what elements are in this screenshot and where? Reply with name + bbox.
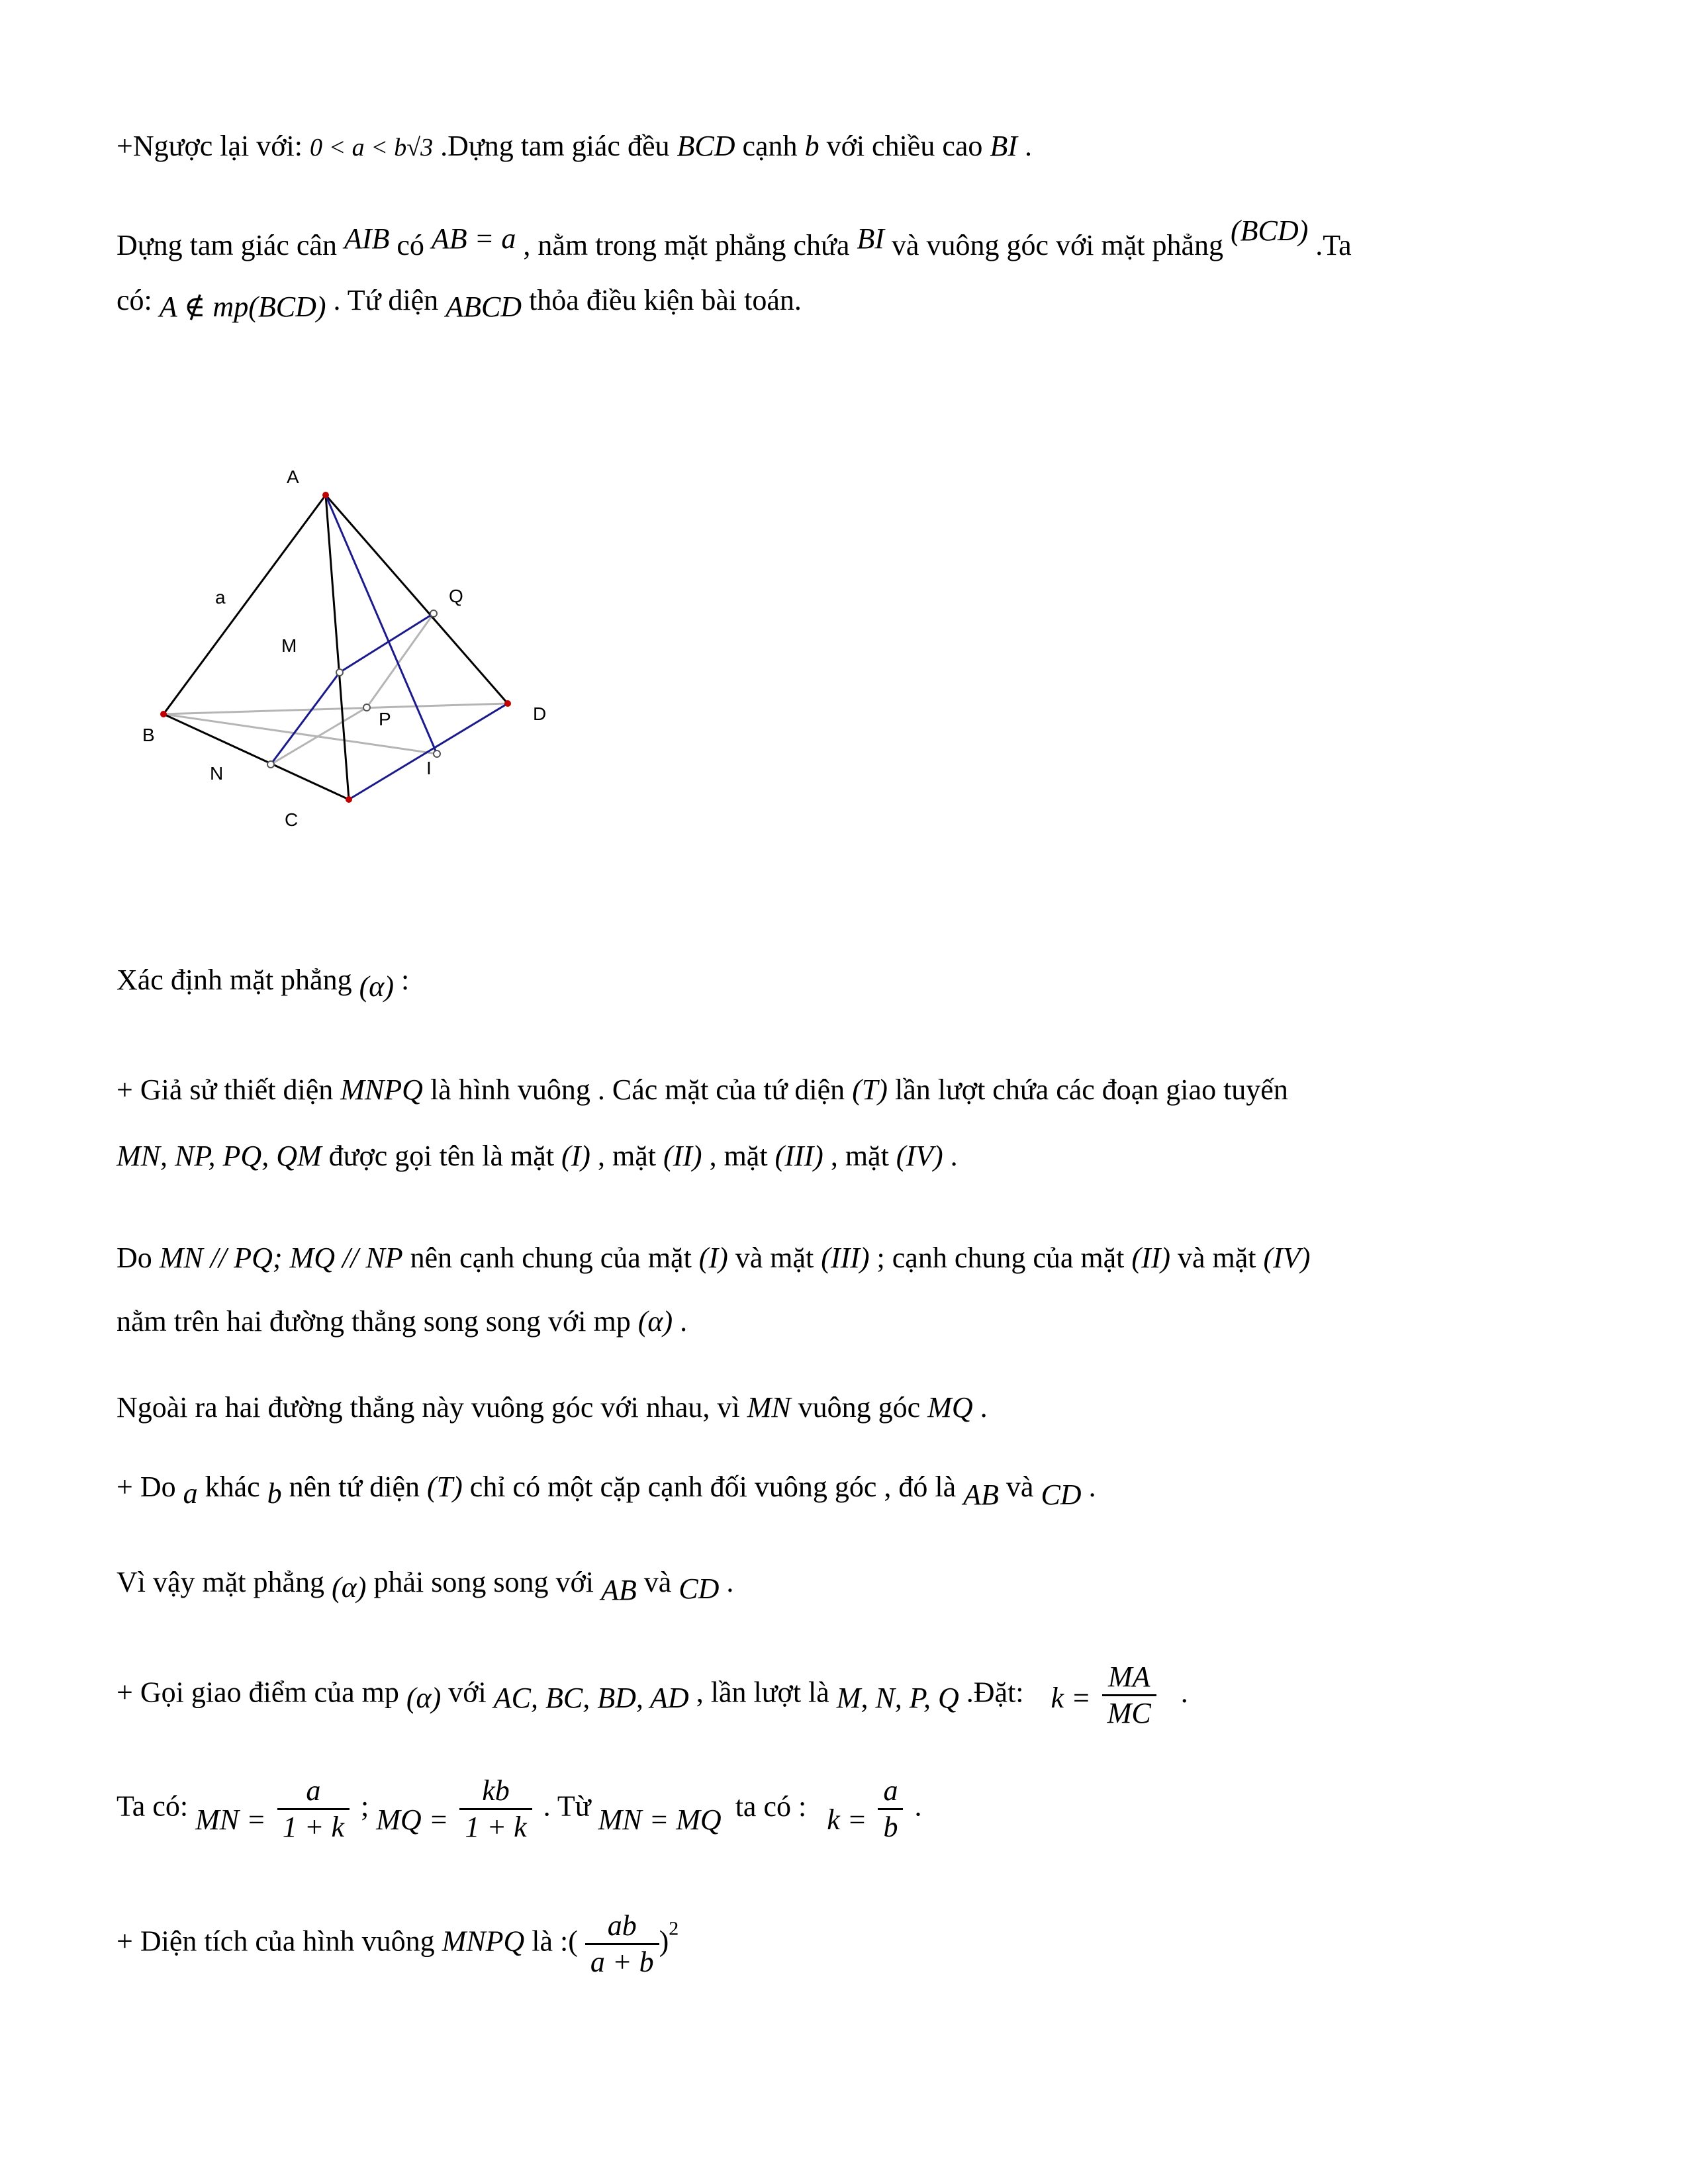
point-m (336, 669, 343, 676)
text: . (914, 1790, 922, 1823)
text: , mặt (709, 1140, 768, 1172)
math-mnpq: MNPQ (442, 1925, 525, 1958)
text: được gọi tên là mặt (328, 1140, 554, 1172)
math-aib: AIB (344, 222, 390, 255)
fraction-numerator: a (878, 1774, 903, 1810)
label-i: I (426, 758, 432, 778)
vertex-b (160, 711, 167, 717)
paragraph-11 (117, 1563, 734, 1606)
math-k-eq: k = (1051, 1681, 1091, 1714)
text: Ta có: (117, 1790, 189, 1823)
text: là :( (532, 1925, 578, 1958)
paragraph-10 (117, 1468, 1096, 1511)
fraction-mn (277, 1774, 350, 1844)
text: có (397, 229, 424, 261)
math-face-iii: (III) (821, 1242, 870, 1274)
text: và mặt (735, 1242, 814, 1274)
math-face-i: (I) (698, 1242, 728, 1274)
fraction-ma-mc (1102, 1660, 1156, 1731)
math-ab-eq-a: AB = a (431, 222, 516, 255)
paragraph-9 (117, 1388, 988, 1427)
math-mn: MN (747, 1391, 791, 1424)
text: + Do (117, 1471, 176, 1503)
math-mq-eq: MQ = (376, 1803, 449, 1836)
text: vuông góc (798, 1391, 921, 1424)
text: nên tứ diện (289, 1471, 420, 1503)
math-b: b (267, 1477, 282, 1510)
exponent: 2 (669, 1917, 679, 1940)
text: .Đặt: (966, 1676, 1024, 1709)
text: . Từ (543, 1790, 591, 1823)
segment-pq (367, 614, 434, 707)
label-p: P (379, 709, 391, 729)
paragraph-14 (117, 1909, 679, 1979)
label-a: A (287, 467, 299, 487)
text: , nằm trong mặt phẳng chứa (523, 229, 850, 261)
math-parallel: MN // PQ; MQ // NP (159, 1242, 403, 1274)
math-face-ii: (II) (1131, 1242, 1171, 1274)
math-face-iv: (IV) (896, 1140, 943, 1172)
segment-mq (340, 614, 434, 672)
text: khác (205, 1471, 260, 1503)
math-a: a (183, 1477, 198, 1510)
vertex-d (504, 700, 511, 707)
text: . Tứ diện (333, 284, 439, 316)
math-edges: AC, BC, BD, AD (493, 1681, 689, 1714)
label-c: C (285, 809, 299, 830)
fraction-a-b (878, 1774, 903, 1844)
paragraph-1 (117, 127, 1032, 167)
math-face-iv: (IV) (1263, 1242, 1311, 1274)
paragraph-4 (117, 961, 410, 1003)
point-n (267, 761, 274, 768)
math-ab: AB (963, 1479, 999, 1511)
text: + Giả sử thiết diện (117, 1073, 334, 1106)
text: . (1088, 1471, 1096, 1503)
text: Ngoài ra hai đường thẳng này vuông góc với nhau, vì (117, 1391, 740, 1424)
text: nằm trên hai đường thẳng song song với mp (117, 1305, 631, 1338)
text: nên cạnh chung của mặt (410, 1242, 692, 1274)
text: và mặt (1178, 1242, 1256, 1274)
math-mq: MQ (927, 1391, 973, 1424)
text: + Diện tích của hình vuông (117, 1925, 435, 1958)
vertex-c (346, 796, 352, 803)
fraction-denominator: a + b (590, 1946, 654, 1978)
math-face-ii: (II) (663, 1140, 702, 1172)
math-points: M, N, P, Q (836, 1681, 959, 1714)
text: . (1180, 1676, 1188, 1709)
fraction-denominator: MC (1107, 1697, 1151, 1729)
text: là hình vuông . Các mặt của tứ diện (430, 1073, 845, 1106)
text: và (643, 1566, 672, 1598)
text: cạnh (742, 130, 798, 162)
text: và (1006, 1471, 1034, 1503)
text: với (448, 1676, 487, 1709)
paragraph-6 (117, 1137, 958, 1175)
paragraph-13 (117, 1774, 921, 1844)
fraction-numerator: MA (1102, 1660, 1156, 1696)
point-q (430, 610, 437, 617)
math-alpha: (α) (359, 970, 394, 1003)
math-bcd: BCD (677, 130, 735, 162)
text: + Gọi giao điểm của mp (117, 1676, 399, 1709)
fraction-ab-over-a-plus-b (585, 1909, 659, 1979)
text: phải song song với (373, 1566, 594, 1598)
math-face-i: (I) (561, 1140, 590, 1172)
edge-ad (326, 495, 508, 704)
math-mn-eq: MN = (195, 1803, 266, 1836)
text: Xác định mặt phẳng (117, 964, 352, 996)
label-side-a: a (215, 587, 226, 608)
fraction-denominator: 1 + k (465, 1811, 527, 1843)
math-alpha: (α) (637, 1305, 673, 1338)
label-b: B (142, 725, 155, 745)
segment-np (271, 707, 367, 764)
label-q: Q (449, 586, 463, 606)
math-mnpq: MNPQ (340, 1073, 423, 1106)
math-k-eq: k = (827, 1803, 867, 1836)
math-cd: CD (1041, 1479, 1082, 1511)
math-b: b (804, 130, 820, 162)
text: ; cạnh chung của mặt (876, 1242, 1125, 1274)
text: Do (117, 1242, 152, 1274)
text: .Ta (1315, 229, 1352, 261)
fraction-numerator: kb (459, 1774, 532, 1810)
text: : (400, 964, 410, 996)
label-m: M (281, 635, 297, 656)
paragraph-8 (117, 1302, 687, 1341)
math-a-not-in-plane: A ∉ mp(BCD) (159, 291, 326, 323)
edge-ab (164, 495, 326, 714)
segment-mn (271, 672, 340, 764)
math-t: (T) (427, 1471, 463, 1503)
math-bi: BI (990, 130, 1017, 162)
text: . (726, 1566, 734, 1598)
label-n: N (210, 763, 224, 784)
paragraph-7 (117, 1239, 1310, 1277)
tetrahedron-figure (132, 463, 596, 834)
math-alpha: (α) (332, 1571, 367, 1604)
fraction-denominator: b (883, 1811, 898, 1843)
text: có: (117, 284, 152, 316)
math-face-iii: (III) (774, 1140, 823, 1172)
fraction-numerator: a (277, 1774, 350, 1810)
math-mn-eq-mq: MN = MQ (598, 1803, 722, 1836)
point-i (434, 751, 440, 757)
math-abcd: ABCD (445, 291, 522, 323)
math-segments: MN, NP, PQ, QM (117, 1140, 322, 1172)
text: , mặt (830, 1140, 889, 1172)
text: Dựng tam giác cân (117, 229, 337, 261)
text: Vì vậy mặt phẳng (117, 1566, 325, 1598)
fraction-mq (459, 1774, 532, 1844)
text: với chiều cao (826, 130, 983, 162)
paragraph-3 (117, 281, 802, 323)
math-cd: CD (679, 1572, 720, 1605)
paragraph-5 (117, 1071, 1288, 1109)
math-bcd-plane: (BCD) (1230, 214, 1309, 247)
text: . (950, 1140, 958, 1172)
text: chỉ có một cặp cạnh đối vuông góc , đó là (469, 1471, 957, 1503)
paragraph-2 (117, 214, 1352, 265)
math-ab: AB (600, 1574, 637, 1606)
text: . (680, 1305, 688, 1338)
math-bi: BI (857, 222, 884, 255)
text: .Dựng tam giác đều (440, 130, 670, 162)
math-t: (T) (852, 1073, 888, 1106)
math-alpha: (α) (406, 1681, 442, 1714)
edge-bd (164, 704, 508, 714)
text: +Ngược lại với: (117, 130, 303, 162)
text: , lần lượt là (696, 1676, 829, 1709)
math-condition: 0 < a < b√3 (309, 134, 434, 161)
text: ; (361, 1790, 369, 1823)
text: . (1024, 130, 1032, 162)
point-p (363, 704, 370, 711)
text: ta có : (735, 1790, 807, 1823)
text: , mặt (597, 1140, 656, 1172)
vertex-a (322, 492, 329, 498)
label-d: D (533, 704, 547, 724)
text: và vuông góc với mặt phẳng (891, 229, 1223, 261)
edge-cd (349, 704, 508, 799)
paragraph-12 (117, 1660, 1188, 1731)
text: thỏa điều kiện bài toán. (529, 284, 802, 316)
text: ) (659, 1925, 669, 1958)
text: lần lượt chứa các đoạn giao tuyến (894, 1073, 1288, 1106)
fraction-denominator: 1 + k (282, 1811, 345, 1843)
text: . (980, 1391, 988, 1424)
fraction-numerator: ab (585, 1909, 659, 1945)
